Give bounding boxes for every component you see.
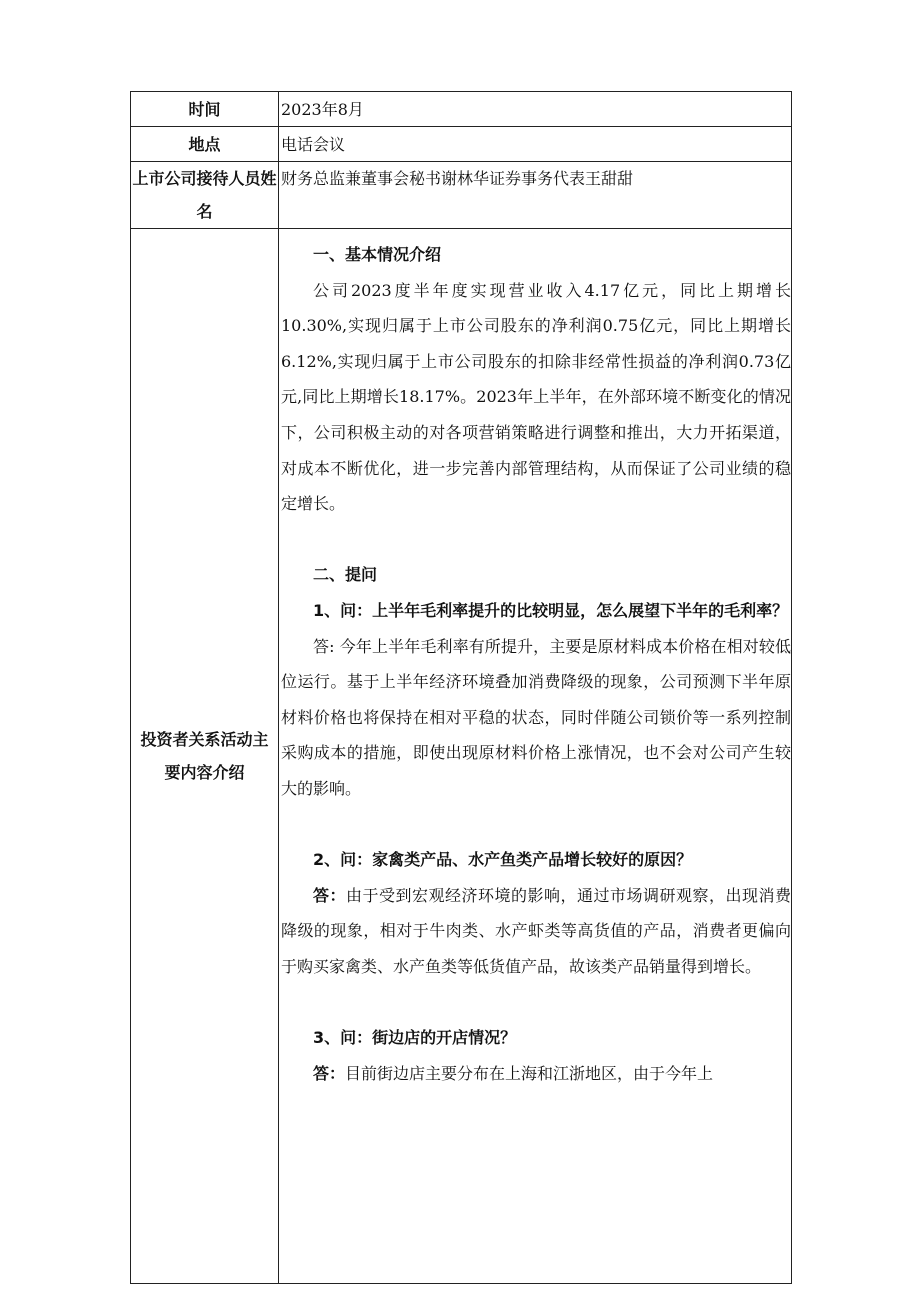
time-label: 时间: [131, 92, 279, 127]
answer-3-label: 答：: [313, 1063, 346, 1083]
main-content-label: 投资者关系活动主要内容介绍: [131, 229, 279, 1284]
table-row-time: [131, 92, 792, 127]
question-3: 3、问：街边店的开店情况？: [313, 1028, 517, 1048]
section2-title: 二、提问: [313, 565, 378, 585]
time-value: 2023年8月: [279, 92, 792, 127]
answer-2-body: 由于受到宏观经济环境的影响，通过市场调研观察，出现消费降级的现象，相对于牛肉类、水产虾类等高货值的产品，消费者更偏向于购买家禽类、水产鱼类等低货值产品，故该类产品销量得到增长。: [281, 885, 791, 976]
answer-3: [281, 1056, 791, 1092]
paragraph-spacer: [281, 522, 791, 558]
investor-relations-table: [130, 91, 792, 1284]
place-label: 地点: [131, 127, 279, 162]
answer-3-body: 目前街边店主要分布在上海和江浙地区，由于今年上: [345, 1063, 714, 1083]
answer-2-label: 答：: [313, 885, 346, 905]
paragraph-spacer: [281, 807, 791, 843]
answer-1: 答: 今年上半年毛利率有所提升，主要是原材料成本价格在相对较低位运行。基于上半年经济环境叠加消费降级的现象，公司预测下半年原材料价格也将保持在相对平稳的状态，同时伴随公司锁价等一系列控制采购成本的措施，即使出现原材料价格上涨情况，也不会对公司产生较大的影响。: [281, 636, 791, 798]
paragraph-spacer: [281, 984, 791, 1020]
table-row-main-content: [131, 229, 792, 1284]
question-1: 1、问：上半年毛利率提升的比较明显，怎么展望下半年的毛利率？: [313, 600, 789, 620]
main-content-cell: [279, 229, 792, 1284]
table-row-staff: [131, 162, 792, 229]
place-value: 电话会议: [279, 127, 792, 162]
answer-2: [281, 878, 791, 985]
staff-label: 上市公司接待人员姓名: [131, 162, 279, 229]
section1-title: 一、基本情况介绍: [313, 245, 442, 264]
table-row-place: [131, 127, 792, 162]
section1-body: 公司2023度半年度实现营业收入4.17亿元，同比上期增长10.30%,实现归属于上市公司股东的净利润0.75亿元，同比上期增长6.12%,实现归属于上市公司股东的扣除非经常性损益的净利润0.73亿元,同比上期增长18.17%。2023年上半年，在外部环境不断变化的情况下，公司积极主动的对各项营销策略进行调整和推出，大力开拓渠道，对成本不断优化，进一步完善内部管理结构，从而保证了公司业绩的稳定增长。: [281, 280, 791, 514]
question-2: 2、问：家禽类产品、水产鱼类产品增长较好的原因？: [313, 850, 693, 870]
staff-value: 财务总监兼董事会秘书谢林华证券事务代表王甜甜: [279, 162, 792, 229]
